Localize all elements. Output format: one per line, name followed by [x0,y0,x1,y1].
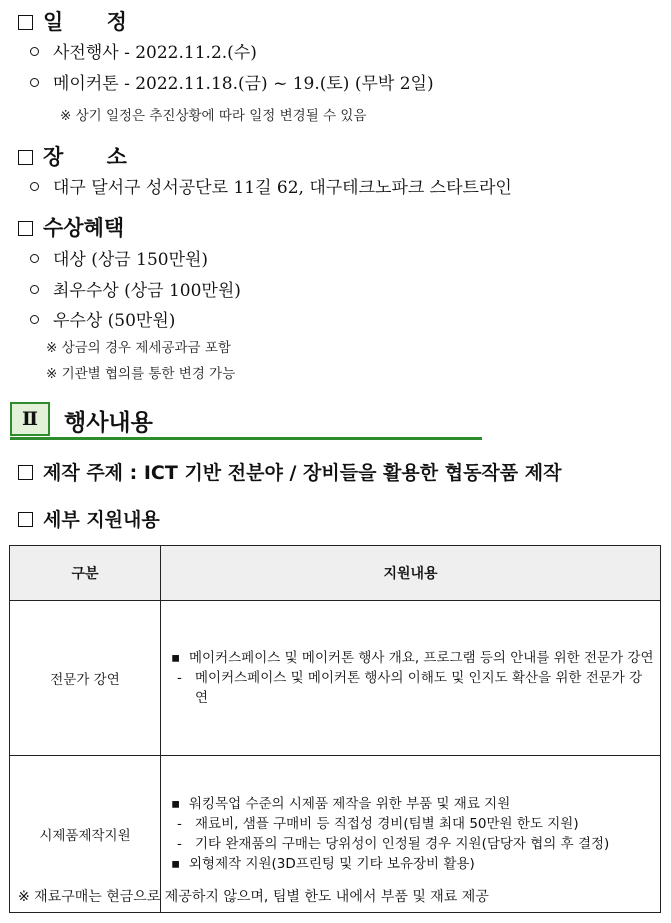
award-note: ※ 기관별 협의를 통한 변경 가능 [46,366,236,382]
venue-item: 대구 달서구 성서공단로 11길 62, 대구테크노파크 스타트라인 [30,173,512,198]
checkbox-square-icon [18,221,33,236]
table-header-row [10,546,661,601]
section-heading-theme: 제작 주제 : ICT 기반 전분야 / 장비들을 활용한 협동작품 제작 [18,458,561,485]
checkbox-square-icon [18,465,33,480]
table-header-category: 구분 [10,546,161,601]
section-number-badge: Ⅱ [10,402,50,436]
table-cell-content [161,601,661,756]
content-line: - 메이커스페이스 및 메이커톤 행사의 이해도 및 인지도 확산을 위한 전문가 강연 [177,670,643,706]
content-line: - 재료비, 샘플 구매비 등 직접성 경비(팀별 최대 50만원 한도 지원) [177,816,579,832]
award-item: 대상 (상금 150만원) [30,245,208,270]
schedule-note: ※ 상기 일정은 추진상황에 따라 일정 변경될 수 있음 [60,108,367,124]
award-note: ※ 상금의 경우 제세공과금 포함 [46,340,231,356]
circle-bullet-icon [30,254,39,263]
checkbox-square-icon [18,15,33,30]
section-heading-awards: 수상혜택 [18,212,124,242]
content-line: ▪ 메이커스페이스 및 메이커톤 행사 개요, 프로그램 등의 안내를 위한 전문가 강연 [171,650,654,666]
circle-bullet-icon [30,315,39,324]
support-table [9,545,661,913]
award-item: 우수상 (50만원) [30,306,175,331]
table-cell-category: 전문가 강연 [10,601,161,756]
schedule-item: 사전행사 - 2022.11.2.(수) [30,38,257,63]
content-line: - 기타 완재품의 구매는 당위성이 인정될 경우 지원(담당자 협의 후 결정) [177,836,610,852]
award-item: 최우수상 (상금 100만원) [30,276,241,301]
section-underline [10,437,482,440]
table-cell-category: 시제품제작지원 [10,756,161,913]
content-line: ▪ 외형제작 지원(3D프린팅 및 기타 보유장비 활용) [171,856,475,872]
section-title: 행사내용 [64,410,153,436]
section-heading-support: 세부 지원내용 [18,505,160,532]
schedule-item: 메이커톤 - 2022.11.18.(금) ~ 19.(토) (무박 2일) [30,69,434,94]
table-header-content: 지원내용 [161,546,661,601]
table-row [10,601,661,756]
section-heading-schedule: 일 정 [18,6,145,36]
checkbox-square-icon [18,150,33,165]
circle-bullet-icon [30,182,39,191]
checkbox-square-icon [18,512,33,527]
footnote: ※ 재료구매는 현금으로 제공하지 않으며, 팀별 한도 내에서 부품 및 재료 제공 [18,889,489,905]
circle-bullet-icon [30,78,39,87]
circle-bullet-icon [30,285,39,294]
section-heading-venue: 장 소 [18,141,145,171]
circle-bullet-icon [30,47,39,56]
content-line: ▪ 워킹목업 수준의 시제품 제작을 위한 부품 및 재료 지원 [171,796,511,812]
